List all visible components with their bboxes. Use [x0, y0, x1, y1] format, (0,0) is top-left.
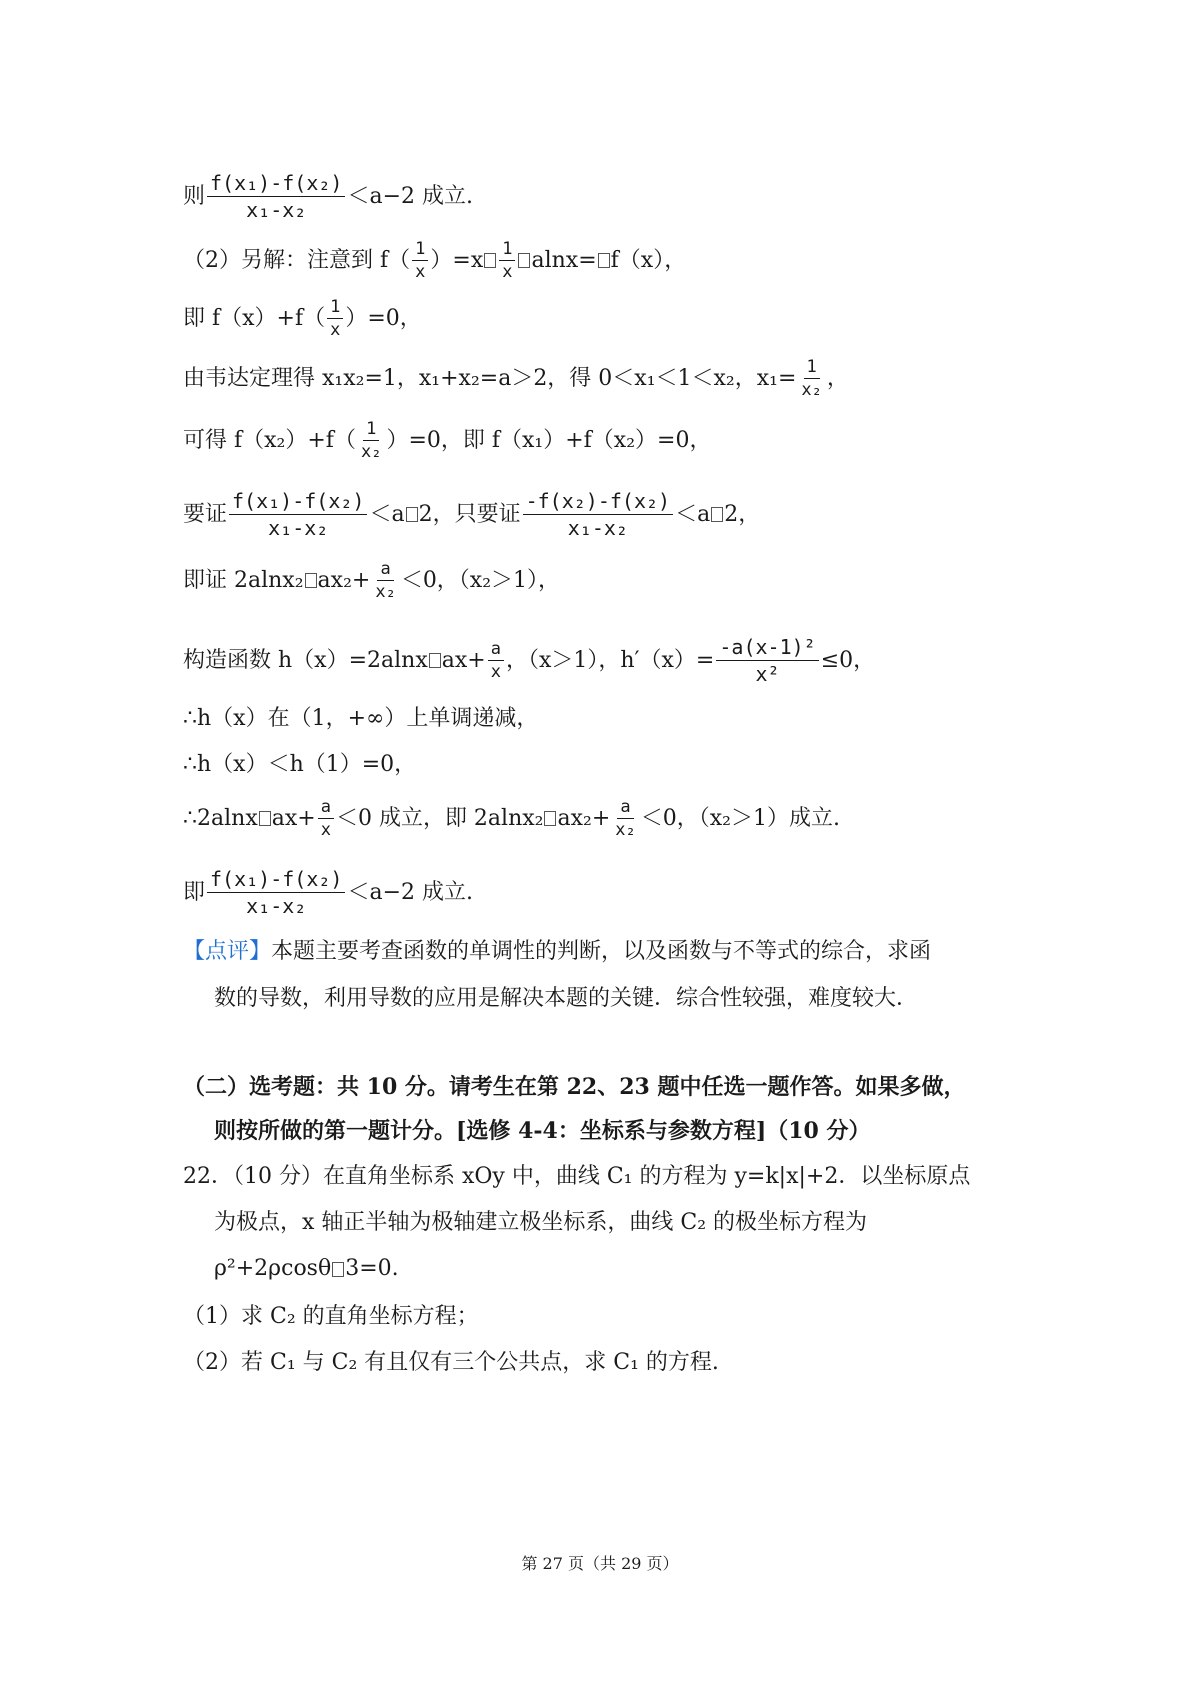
- missing-glyph-icon: [598, 253, 610, 268]
- problem-22-line-2: [214, 1208, 1050, 1238]
- comment-text: 数的导数，利用导数的应用是解决本题的关键．综合性较强，难度较大．: [214, 986, 919, 1011]
- fraction: [327, 296, 343, 341]
- fraction: [229, 488, 367, 541]
- denominator: x: [330, 320, 341, 340]
- comment-line-1: [183, 937, 1050, 967]
- fraction: [372, 558, 398, 603]
- numerator: a: [617, 796, 633, 819]
- text: ax₂+: [317, 567, 371, 593]
- numerator: f(x₁)-f(x₂): [229, 488, 367, 515]
- fraction: [318, 796, 334, 841]
- missing-glyph-icon: [429, 653, 441, 668]
- text: ∴h（x）在（1，+∞）上单调递减，: [183, 706, 539, 731]
- text: alnx=: [531, 247, 597, 273]
- fraction: [412, 238, 428, 283]
- proof-line-9: [183, 704, 1050, 734]
- text: ＜0 成立，即 2alnx₂: [335, 805, 544, 831]
- numerator: a: [318, 796, 334, 819]
- proof-line-11: [183, 796, 1050, 841]
- text: ，（x＞1），h′（x）=: [505, 647, 715, 673]
- text: f（x），: [610, 247, 687, 273]
- numerator: 1: [804, 356, 820, 379]
- denominator: x²: [755, 662, 780, 686]
- problem-text: 为极点，x 轴正半轴为极轴建立极坐标系，曲线 C₂ 的极坐标方程为: [214, 1210, 868, 1235]
- proof-line-2: [183, 238, 1050, 283]
- problem-text: ρ²+2ρcosθ: [214, 1256, 332, 1281]
- page-footer: 第 27 页（共 29 页）: [521, 1554, 679, 1573]
- missing-glyph-icon: [259, 811, 271, 826]
- numerator: -f(x₂)-f(x₂): [523, 488, 674, 515]
- missing-glyph-icon: [332, 1262, 344, 1277]
- problem-22-line-1: [183, 1162, 1050, 1192]
- text: 2，: [724, 501, 761, 527]
- text: ∴2alnx: [183, 805, 258, 831]
- problem-22-question-2: [183, 1348, 1050, 1378]
- proof-line-12: [183, 866, 1050, 919]
- text: 可得 f（x₂）+f（: [183, 427, 356, 453]
- section-text: 则按所做的第一题计分。[选修 4-4：坐标系与参数方程]（10 分）: [214, 1118, 871, 1144]
- numerator: -a(x-1)²: [716, 634, 818, 661]
- question-text: （2）若 C₁ 与 C₂ 有且仅有三个公共点，求 C₁ 的方程.: [183, 1350, 719, 1375]
- proof-line-8: [183, 634, 1050, 687]
- text: （2）另解：注意到 f（: [183, 247, 411, 273]
- text: ）=0，即 f（x₁）+f（x₂）=0，: [386, 427, 712, 453]
- numerator: 1: [363, 418, 379, 441]
- text: ax+: [271, 805, 316, 831]
- problem-22-line-3: [214, 1254, 1050, 1284]
- numerator: 1: [412, 238, 428, 261]
- text: ≤0，: [820, 647, 876, 673]
- denominator: x: [490, 662, 501, 682]
- denominator: x₂: [375, 582, 396, 602]
- comment-tag: 【点评】: [183, 939, 272, 964]
- fraction: [499, 238, 515, 283]
- numerator: 1: [327, 296, 343, 319]
- text: 即 f（x）+f（: [183, 305, 326, 331]
- proof-line-6: [183, 488, 1050, 541]
- numerator: f(x₁)-f(x₂): [207, 866, 345, 893]
- denominator: x₁-x₂: [246, 198, 307, 222]
- denominator: x: [502, 262, 513, 282]
- section-heading-line-1: [183, 1072, 1050, 1102]
- text: ）=x: [430, 247, 484, 273]
- problem-text: 3=0.: [345, 1256, 399, 1281]
- comment-line-2: [214, 984, 1050, 1014]
- denominator: x₂: [360, 442, 382, 462]
- proof-line-5: [183, 418, 1050, 463]
- numerator: a: [377, 558, 393, 581]
- comment-text: 本题主要考查函数的单调性的判断，以及函数与不等式的综合，求函: [271, 939, 932, 964]
- text: ax₂+: [557, 805, 611, 831]
- denominator: x₁-x₂: [246, 894, 307, 918]
- fraction: [207, 866, 345, 919]
- text: 由韦达定理得 x₁x₂=1，x₁+x₂=a＞2，得 0＜x₁＜1＜x₂，x₁=: [183, 365, 797, 391]
- denominator: x₂: [801, 380, 822, 400]
- text: 构造函数 h（x）=2alnx: [183, 647, 428, 673]
- fraction: [798, 356, 824, 401]
- fraction: [207, 170, 345, 223]
- fraction: [612, 796, 638, 841]
- fraction: [358, 418, 384, 463]
- fraction: [523, 488, 674, 541]
- proof-line-4: [183, 356, 1050, 401]
- missing-glyph-icon: [305, 573, 317, 588]
- missing-glyph-icon: [406, 507, 418, 522]
- text: ＜a−2 成立.: [347, 879, 474, 905]
- proof-line-7: [183, 558, 1050, 603]
- missing-glyph-icon: [544, 811, 556, 826]
- denominator: x₁-x₂: [567, 516, 628, 540]
- proof-line-1: [183, 170, 1050, 223]
- text: 要证: [183, 501, 228, 527]
- text: 即: [183, 879, 206, 905]
- section-heading-line-2: [214, 1116, 1050, 1146]
- proof-line-3: [183, 296, 1050, 341]
- text: ＜a−2 成立.: [347, 183, 474, 209]
- denominator: x₂: [615, 820, 636, 840]
- missing-glyph-icon: [518, 253, 530, 268]
- text: ax+: [441, 647, 486, 673]
- text: 2，只要证: [418, 501, 521, 527]
- proof-line-10: [183, 750, 1050, 780]
- missing-glyph-icon: [484, 253, 496, 268]
- question-text: （1）求 C₂ 的直角坐标方程；: [183, 1304, 479, 1329]
- numerator: f(x₁)-f(x₂): [207, 170, 345, 197]
- text: ，: [826, 365, 849, 391]
- missing-glyph-icon: [711, 507, 723, 522]
- text: 则: [183, 183, 206, 209]
- problem-22-question-1: [183, 1302, 1050, 1332]
- text: ＜0，（x₂＞1），: [400, 567, 561, 593]
- denominator: x₁-x₂: [268, 516, 329, 540]
- text: 即证 2alnx₂: [183, 567, 304, 593]
- fraction: [716, 634, 818, 687]
- section-text: （二）选考题：共 10 分。请考生在第 22、23 题中任选一题作答。如果多做，: [183, 1074, 966, 1100]
- text: ）=0，: [345, 305, 422, 331]
- text: ∴h（x）＜h（1）=0，: [183, 752, 417, 777]
- numerator: a: [488, 638, 504, 661]
- fraction: [488, 638, 504, 683]
- denominator: x: [415, 262, 426, 282]
- problem-text: 22．（10 分）在直角坐标系 xOy 中，曲线 C₁ 的方程为 y=k|x|+2．以坐标原点: [183, 1164, 971, 1189]
- text: ＜0，（x₂＞1）成立.: [640, 805, 840, 831]
- text: ＜a: [675, 501, 711, 527]
- text: ＜a: [369, 501, 405, 527]
- denominator: x: [320, 820, 331, 840]
- numerator: 1: [499, 238, 515, 261]
